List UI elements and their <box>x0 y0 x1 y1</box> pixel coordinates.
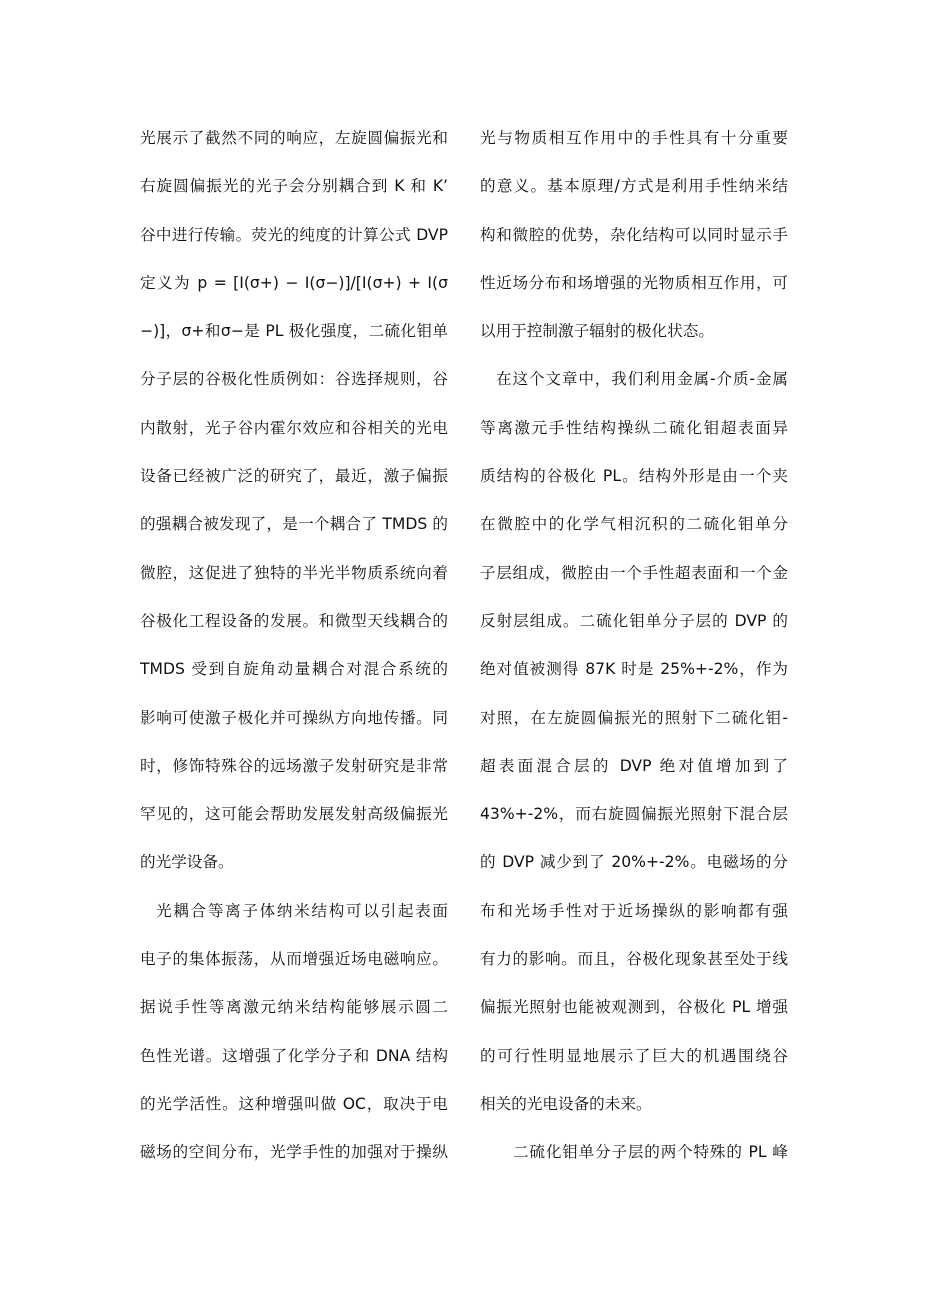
text-line: 光展示了截然不同的响应，左旋圆偏振光和 <box>140 129 448 147</box>
text-line: 影响可使激子极化并可操纵方向地传播。同 <box>140 708 448 727</box>
paragraph-start-line: 在这个文章中，我们利用金属-介质-金属 <box>496 370 788 389</box>
text-line: 的强耦合被发现了，是一个耦合了 TMDS 的 <box>140 515 448 534</box>
text-line: TMDS 受到自旋角动量耦合对混合系统的 <box>140 660 448 679</box>
text-line: 微腔，这促进了独特的半光半物质系统向着 <box>140 563 448 582</box>
text-line: 超表面混合层的 DVP 绝对值增加到了 <box>480 756 788 775</box>
text-line: 罕见的，这可能会帮助发展发射高级偏振光 <box>140 805 448 824</box>
text-line: 布和光场手性对于近场操纵的影响都有强 <box>480 901 788 920</box>
text-line: 43%+-2%，而右旋圆偏振光照射下混合层 <box>480 805 788 824</box>
text-line: 时，修饰特殊谷的远场激子发射研究是非常 <box>140 756 448 775</box>
text-line: 谷中进行传输。荧光的纯度的计算公式 DVP <box>140 225 448 244</box>
text-line: 设备已经被广泛的研究了，最近，激子偏振 <box>140 467 448 486</box>
text-line: 的 DVP 减少到了 20%+-2%。电磁场的分 <box>480 853 788 872</box>
right-text-column <box>480 118 788 1181</box>
text-line: 磁场的空间分布，光学手性的加强对于操纵 <box>140 1143 448 1162</box>
text-line: 质结构的谷极化 PL。结构外形是由一个夹 <box>480 467 788 486</box>
text-line: 分子层的谷极化性质例如：谷选择规则，谷 <box>140 370 448 389</box>
paragraph-end-line: 的光学设备。 <box>140 853 234 872</box>
text-line: 偏振光照射也能被观测到，谷极化 PL 增强 <box>480 998 788 1017</box>
text-line: 右旋圆偏振光的光子会分别耦合到 K 和 K’ <box>140 177 448 196</box>
text-line: 在微腔中的化学气相沉积的二硫化钼单分 <box>480 515 788 534</box>
paragraph-end-line: 相关的光电设备的未来。 <box>480 1094 652 1113</box>
text-line: 的可行性明显地展示了巨大的机遇围绕谷 <box>480 1046 788 1065</box>
paragraph-start-line: 二硫化钼单分子层的两个特殊的 PL 峰 <box>513 1143 788 1162</box>
text-line: 对照，在左旋圆偏振光的照射下二硫化钼- <box>480 708 788 727</box>
text-line: 的意义。基本原理/方式是利用手性纳米结 <box>480 177 788 196</box>
text-line: 内散射，光子谷内霍尔效应和谷相关的光电 <box>140 418 448 437</box>
left-text-column <box>140 118 448 1181</box>
text-line: 据说手性等离激元纳米结构能够展示圆二 <box>140 998 448 1017</box>
text-line: 色性光谱。这增强了化学分子和 DNA 结构 <box>140 1046 448 1065</box>
text-line: 子层组成，微腔由一个手性超表面和一个金 <box>480 563 788 582</box>
paragraph-end-line: 以用于控制激子辐射的极化状态。 <box>480 322 714 341</box>
text-line: 电子的集体振荡，从而增强近场电磁响应。 <box>140 950 448 969</box>
text-line: −)]，σ+和σ−是 PL 极化强度，二硫化钼单 <box>140 322 448 341</box>
text-line: 反射层组成。二硫化钼单分子层的 DVP 的 <box>480 611 788 630</box>
text-line: 光与物质相互作用中的手性具有十分重要 <box>480 129 788 147</box>
text-line: 有力的影响。而且，谷极化现象甚至处于线 <box>480 950 788 969</box>
text-line: 性近场分布和场增强的光物质相互作用，可 <box>480 273 788 292</box>
text-line: 的光学活性。这种增强叫做 OC，取决于电 <box>140 1094 448 1113</box>
paragraph-start-line: 光耦合等离子体纳米结构可以引起表面 <box>156 901 448 920</box>
text-line: 谷极化工程设备的发展。和微型天线耦合的 <box>140 611 448 630</box>
text-line: 绝对值被测得 87K 时是 25%+-2%，作为 <box>480 660 788 679</box>
text-line: 构和微腔的优势，杂化结构可以同时显示手 <box>480 225 788 244</box>
text-line: 定义为 p = [I(σ+) − I(σ−)]/[I(σ+) + I(σ <box>140 273 448 292</box>
text-line: 等离激元手性结构操纵二硫化钼超表面异 <box>480 418 788 437</box>
